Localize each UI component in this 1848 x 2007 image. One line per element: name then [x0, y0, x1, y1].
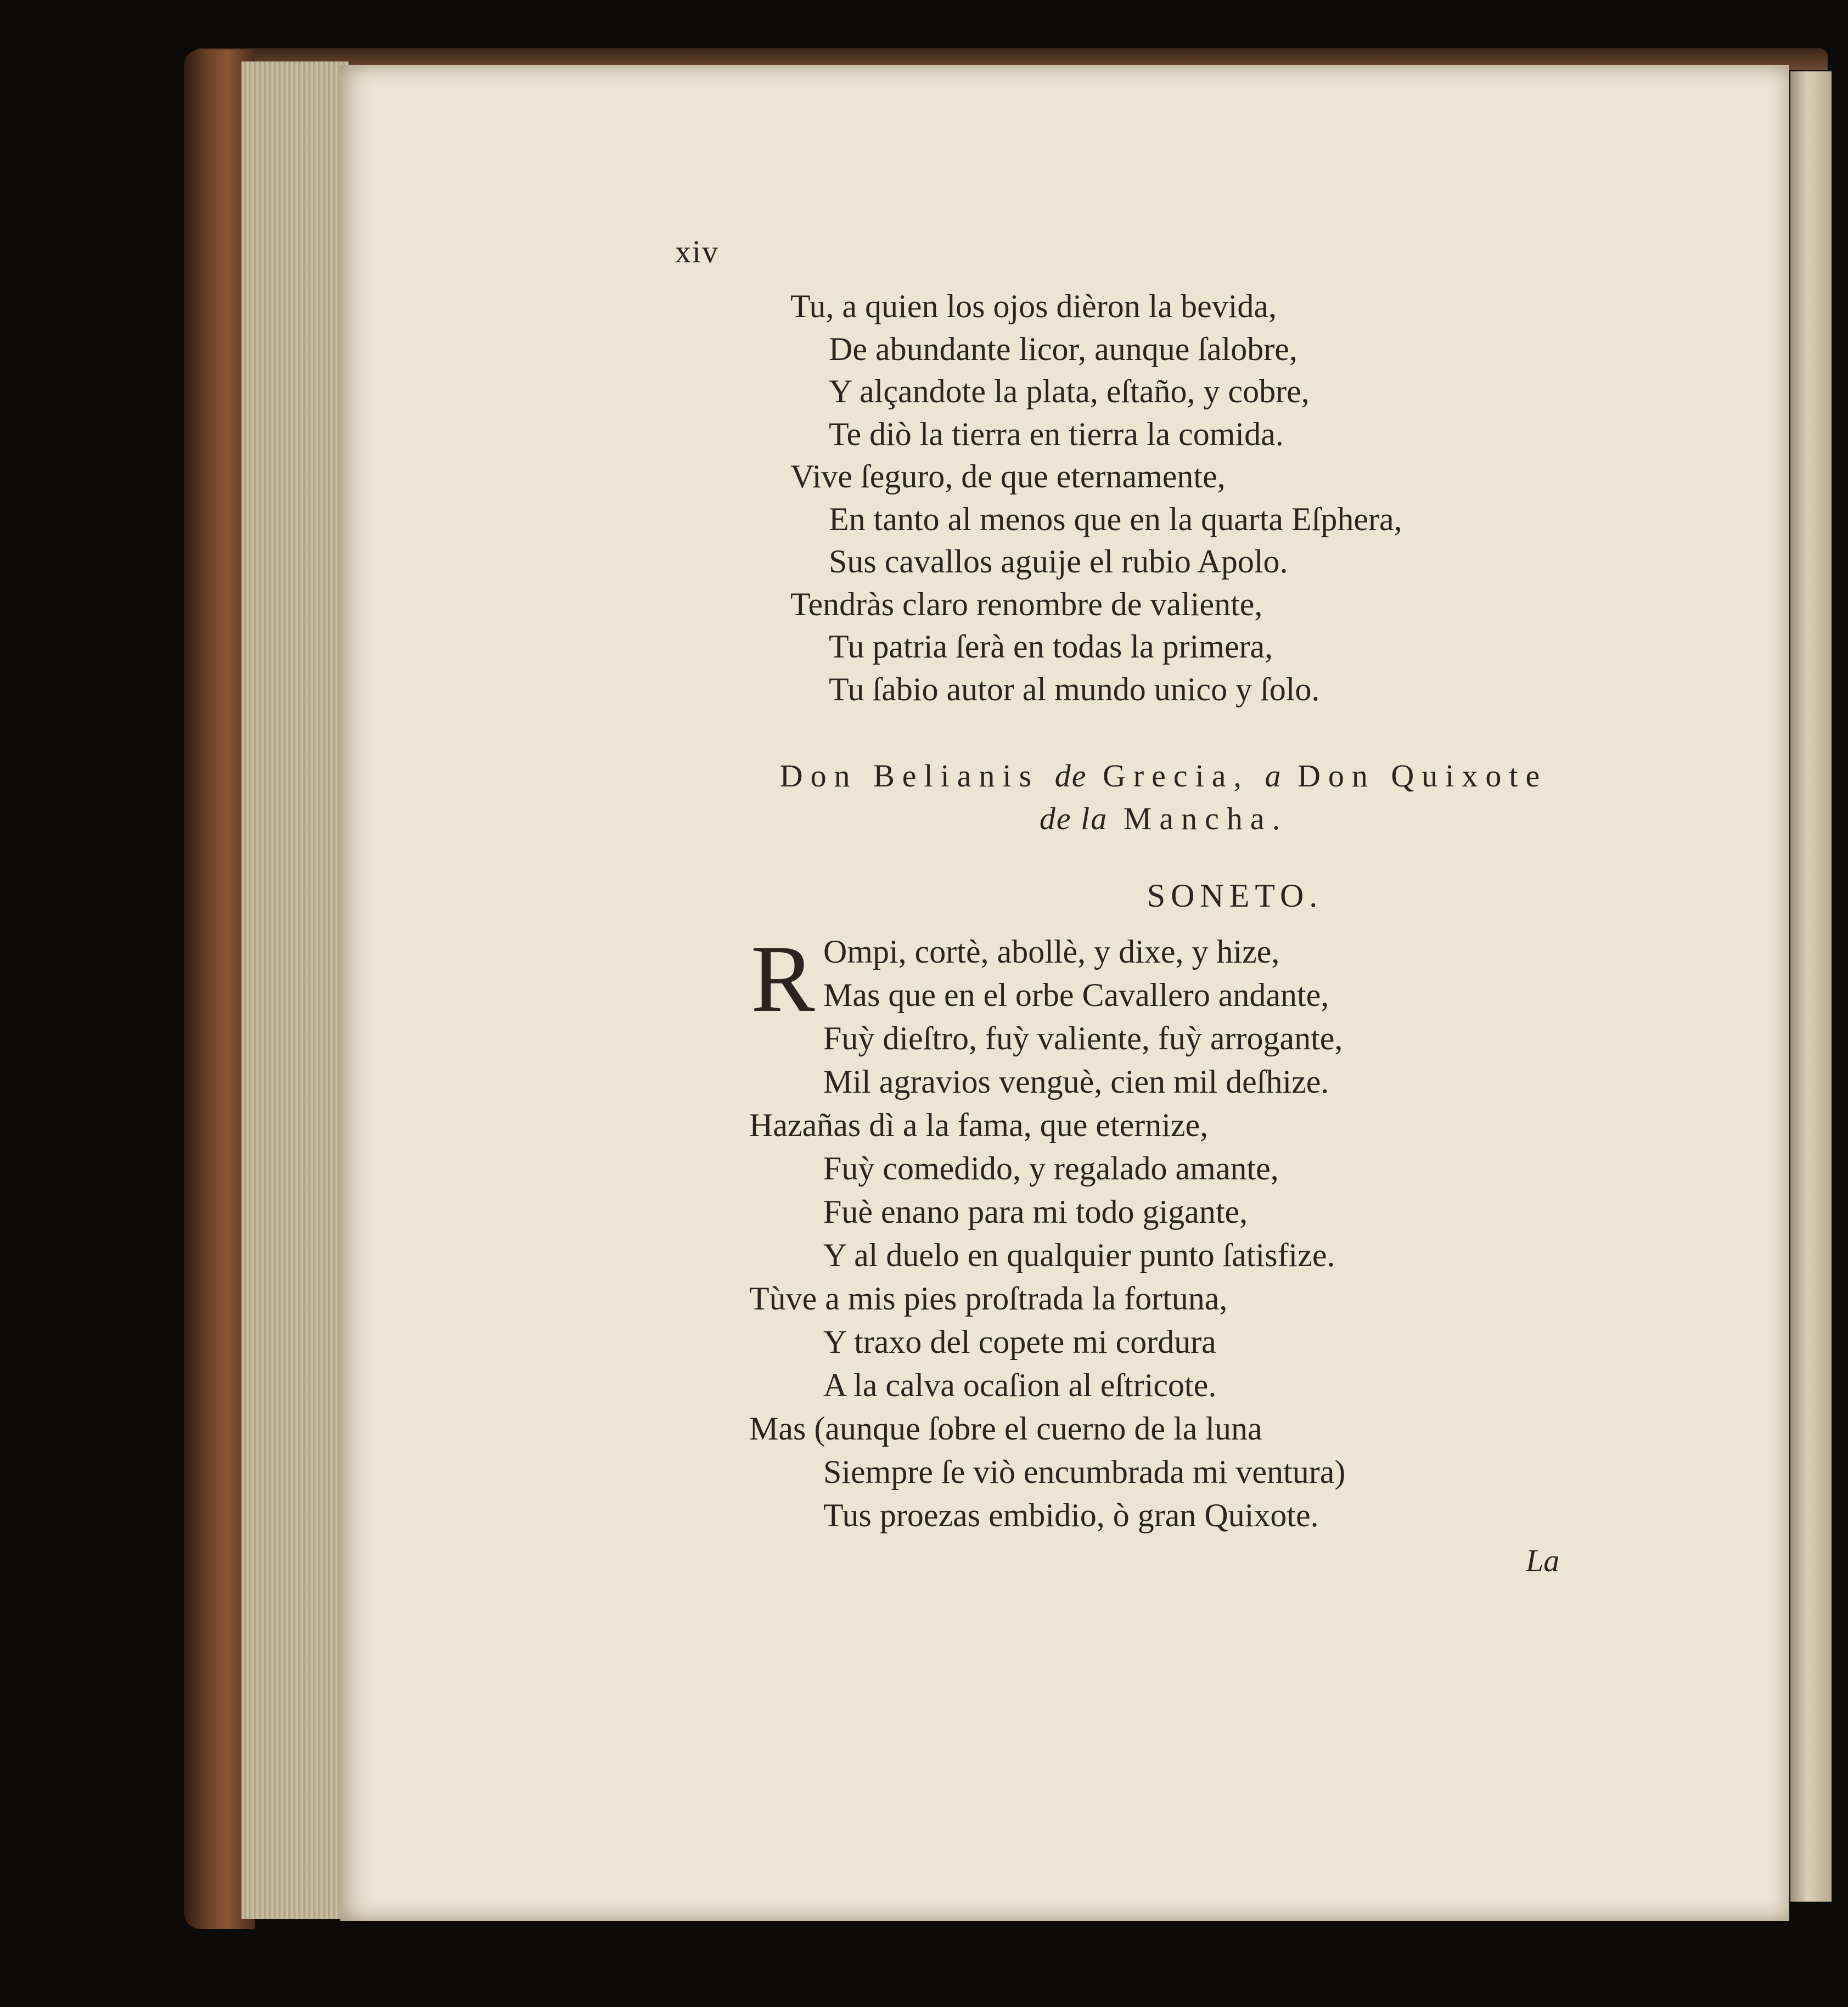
verse-line: Tu ſabio autor al mundo unico y ſolo. — [829, 671, 1320, 707]
verse-line: Y alçandote la plata, eſtaño, y cobre, — [829, 373, 1310, 409]
drop-capital: R — [751, 925, 815, 1032]
catchword: La — [1526, 1543, 1560, 1578]
verse-line: Tùve a mis pies proſtrada la fortuna, — [749, 1280, 1228, 1317]
heading-italic: de — [1054, 758, 1087, 794]
verse-line: A la calva ocaſion al eſtricote. — [823, 1367, 1217, 1403]
verse-line: Hazañas dì a la fama, que eternize, — [749, 1107, 1209, 1143]
verse-line: Fuè enano para mi todo gigante, — [823, 1194, 1248, 1230]
verse-line: Tu, a quien los ojos dièron la bevida, — [790, 288, 1277, 324]
verse-line: Fuỳ comedido, y regalado amante, — [823, 1150, 1279, 1187]
page-edges — [241, 61, 349, 1919]
sonnet — [749, 925, 1346, 1537]
verse-line: Y al duelo en qualquier punto ſatisfize. — [823, 1237, 1335, 1273]
verse-line: Y traxo del copete mi cordura — [823, 1324, 1216, 1360]
heading-text: Grecia, — [1087, 758, 1265, 794]
verse-line: Mas que en el orbe Cavallero andante, — [823, 977, 1329, 1013]
heading-text: Don Quixote — [1282, 758, 1548, 794]
verse-line: Tu patria ſerà en todas la primera, — [829, 628, 1273, 665]
heading-italic: de la — [1039, 801, 1108, 836]
verse-line: Mil agravios venguè, cien mil deſhize. — [823, 1064, 1329, 1100]
verse-line: Fuỳ dieſtro, fuỳ valiente, fuỳ arrogante, — [823, 1020, 1343, 1056]
verse-line: De abundante licor, aunque ſalobre, — [829, 330, 1297, 367]
first-poem — [790, 285, 1402, 711]
verse-line: Sus cavallos aguije el rubio Apolo. — [829, 543, 1288, 580]
verse-line: Siempre ſe viò encumbrada mi ventura) — [823, 1454, 1346, 1490]
heading-italic: a — [1265, 758, 1282, 794]
verse-line: Vive ſeguro, de que eternamente, — [790, 458, 1226, 494]
verse-line: Tendràs claro renombre de valiente, — [790, 586, 1263, 622]
heading-text: Don Belianis — [779, 758, 1055, 794]
verse-line: Mas (aunque ſobre el cuerno de la luna — [749, 1410, 1262, 1447]
verse-line: Te diò la tierra en tierra la comida. — [829, 415, 1284, 452]
verse-line: Tus proezas embidio, ò gran Quixote. — [823, 1497, 1319, 1533]
page-number: xiv — [675, 234, 720, 269]
verse-line: En tanto al menos que en la quarta Eſphera, — [829, 501, 1402, 537]
facing-page-edge — [1790, 71, 1832, 1902]
heading-text: Mancha. — [1108, 801, 1288, 836]
sonnet-title: SONETO. — [1147, 878, 1323, 914]
verse-line: Ompi, cortè, abollè, y dixe, y hize, — [823, 934, 1280, 970]
poem-heading — [749, 755, 1578, 840]
